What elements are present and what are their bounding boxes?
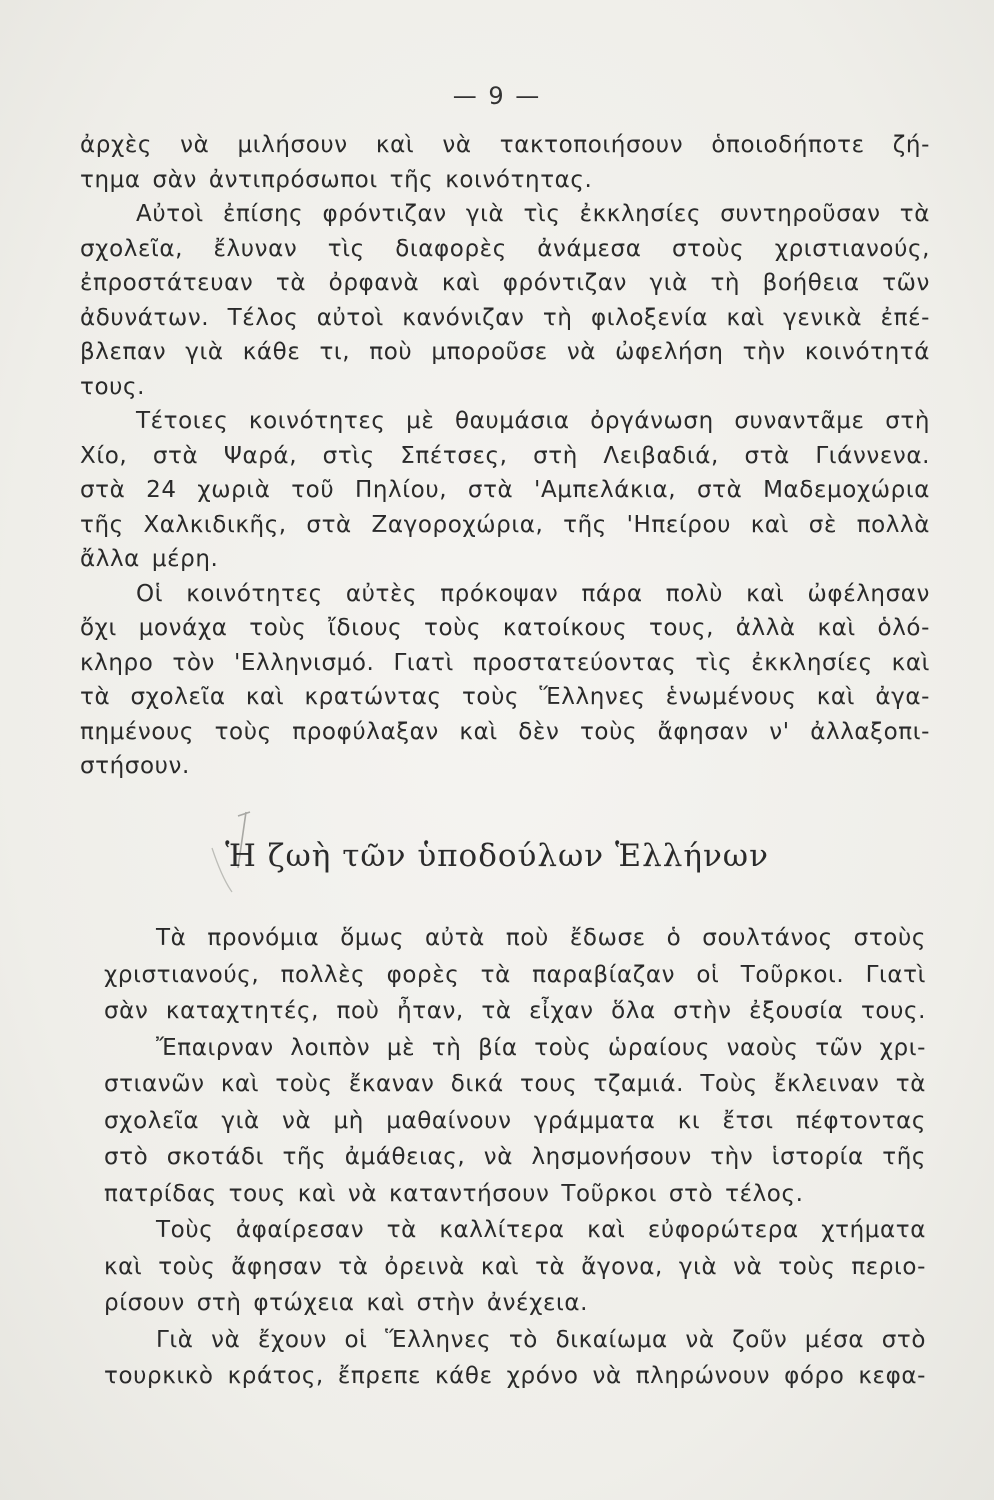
text-line: σχολεῖα γιὰ νὰ μὴ μαθαίνουν γράμματα κι ἔτσι πέφτοντας [104,1107,926,1134]
text-line: στὰ 24 χωριὰ τοῦ Πηλίου, στὰ 'Αμπελάκια, στὰ Μαδεμοχώρια [80,477,930,503]
text-line: τους. [80,373,146,400]
text-line: σχολεῖα, ἔλυναν τὶς διαφορὲς ἀνάμεσα στοὺς χριστιανούς, [80,235,930,262]
text-line: Τοὺς ἀφαίρεσαν τὰ καλλίτερα καὶ εὐφορώτερα χτήματα [156,1217,926,1243]
text-line: τουρκικὸ κράτος, ἔπρεπε κάθε χρόνο νὰ πληρώνουν φόρο κεφα- [104,1363,926,1389]
text-line: σὰν καταχτητές, ποὺ ἦταν, τὰ εἶχαν ὅλα στὴν ἐξουσία τους. [104,998,926,1024]
text-line: πημένους τοὺς προφύλαξαν καὶ δὲν τοὺς ἄφησαν ν' ἀλλαξοπι- [80,718,930,745]
text-line: στιανῶν καὶ τοὺς ἔκαναν δικά τους τζαμιά. Τοὺς ἔκλειναν τὰ [104,1071,926,1097]
text-line: τῆς Χαλκιδικῆς, στὰ Ζαγοροχώρια, τῆς 'Ηπείρου καὶ σὲ πολλὰ [80,511,930,538]
page-number: — 9 — [452,82,542,110]
text-line: κληρο τὸν 'Ελληνισμό. Γιατὶ προστατεύοντας τὶς ἐκκλησίες καὶ [80,649,930,676]
text-line: Τὰ προνόμια ὅμως αὐτὰ ποὺ ἔδωσε ὁ σουλτάνος στοὺς [156,925,926,951]
text-line: Οἱ κοινότητες αὐτὲς πρόκοψαν πάρα πολὺ καὶ ὠφέλησαν [136,580,930,607]
text-block-communities [80,128,930,784]
section-heading: Ἡ ζωὴ τῶν ὑποδούλων Ἑλλήνων [225,838,769,874]
text-line: τὰ σχολεῖα καὶ κρατώντας τοὺς Ἕλληνες ἑνωμένους καὶ ἀγα- [80,684,930,710]
text-line: ἀρχὲς νὰ μιλήσουν καὶ νὰ τακτοποιήσουν ὁποιοδήποτε ζή- [80,132,930,158]
text-line: Χίο, στὰ Ψαρά, στὶς Σπέτσες, στὴ Λειβαδιά, στὰ Γιάννενα. [80,442,930,469]
text-line: στὸ σκοτάδι τῆς ἀμάθειας, νὰ λησμονήσουν τὴν ἱστορία τῆς [104,1144,926,1170]
text-line: Ἔπαιρναν λοιπὸν μὲ τὴ βία τοὺς ὡραίους ναοὺς τῶν χρι- [156,1034,926,1061]
text-line: χριστιανούς, πολλὲς φορὲς τὰ παραβίαζαν οἱ Τοῦρκοι. Γιατὶ [104,961,926,988]
text-line: ὄχι μονάχα τοὺς ἴδιους τοὺς κατοίκους τους, ἀλλὰ καὶ ὁλό- [80,615,930,641]
text-line: τημα σὰν ἀντιπρόσωποι τῆς κοινότητας. [80,166,593,193]
text-line: βλεπαν γιὰ κάθε τι, ποὺ μποροῦσε νὰ ὠφελήση τὴν κοινότητά [80,339,930,365]
text-line: ρίσουν στὴ φτώχεια καὶ στὴν ἀνέχεια. [104,1290,589,1316]
text-line: Αὐτοὶ ἐπίσης φρόντιζαν γιὰ τὶς ἐκκλησίες συντηροῦσαν τὰ [136,201,930,227]
text-line: Τέτοιες κοινότητες μὲ θαυμάσια ὀργάνωση συναντᾶμε στὴ [136,408,930,434]
text-line: ἄλλα μέρη. [80,546,219,572]
text-line: Γιὰ νὰ ἔχουν οἱ Ἕλληνες τὸ δικαίωμα νὰ ζοῦν μέσα στὸ [156,1326,926,1353]
text-line: ἀδυνάτων. Τέλος αὐτοὶ κανόνιζαν τὴ φιλοξενία καὶ γενικὰ ἐπέ- [80,304,930,331]
text-block-subjugated-greeks [104,920,926,1395]
text-line: στήσουν. [80,753,190,779]
text-line: καὶ τοὺς ἄφησαν τὰ ὀρεινὰ καὶ τὰ ἄγονα, γιὰ νὰ τοὺς περιο- [104,1253,926,1280]
text-line: ἐπροστάτευαν τὰ ὀρφανὰ καὶ φρόντιζαν γιὰ τὴ βοήθεια τῶν [80,270,930,296]
text-line: πατρίδας τους καὶ νὰ καταντήσουν Τοῦρκοι στὸ τέλος. [104,1180,804,1207]
